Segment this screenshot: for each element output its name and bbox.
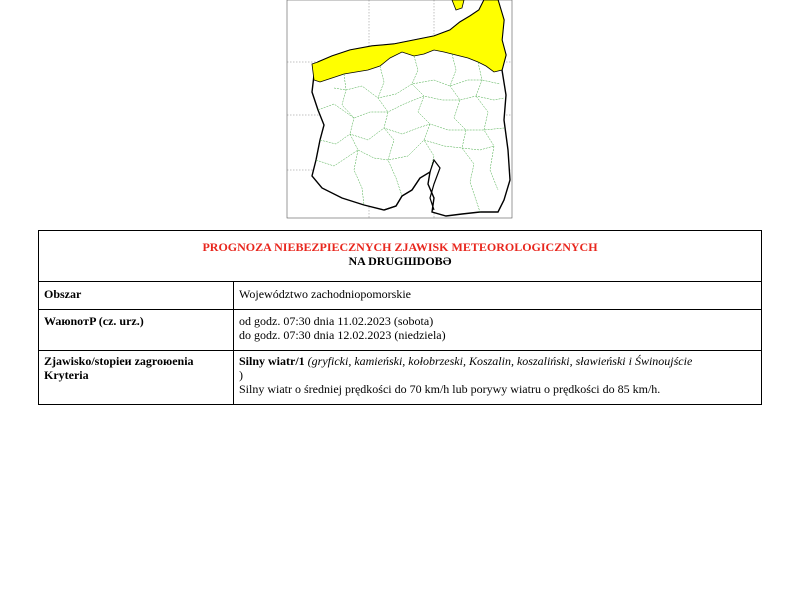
area-row (39, 282, 762, 310)
report-header-row (39, 231, 762, 282)
validity-value (234, 310, 762, 351)
warning-map-svg (284, 0, 516, 224)
phenomenon-label-line1: Zjawisko/stopieи zagroюenia (44, 354, 194, 368)
phenomenon-value (234, 351, 762, 405)
area-value: Województwo zachodniopomorskie (234, 282, 762, 310)
phenomenon-line1 (239, 354, 756, 368)
phenomenon-row (39, 351, 762, 405)
validity-label: WaюnoтP (cz. urz.) (39, 310, 234, 351)
validity-to: do godz. 07:30 dnia 12.02.2023 (niedziela) (239, 328, 446, 342)
island-usedom (452, 0, 464, 10)
phenomenon-counties: (gryficki, kamieński, kołobrzeski, Koszalin, koszaliński, sławieński i Świnoujście (307, 354, 693, 368)
validity-row (39, 310, 762, 351)
phenomenon-criteria: Silny wiatr o średniej prędkości do 70 km/h lub porywy wiatru o prędkości do 85 km/h. (239, 382, 661, 396)
warning-map (284, 0, 516, 224)
phenomenon-counties-close: ) (239, 368, 243, 382)
validity-from: od godz. 07:30 dnia 11.02.2023 (sobota) (239, 314, 434, 328)
phenomenon-name: Silny wiatr/1 (239, 354, 305, 368)
area-label: Obszar (39, 282, 234, 310)
report-title-cell (39, 231, 762, 282)
phenomenon-label (39, 351, 234, 405)
warning-report-table (38, 230, 762, 405)
phenomenon-label-line2: Kryteria (44, 368, 89, 382)
report-subtitle: NA DRUGШDOBƏ (348, 254, 452, 268)
report-title: PROGNOZA NIEBEZPIECZNYCH ZJAWISK METEOROLOGICZNYCH (202, 240, 598, 254)
